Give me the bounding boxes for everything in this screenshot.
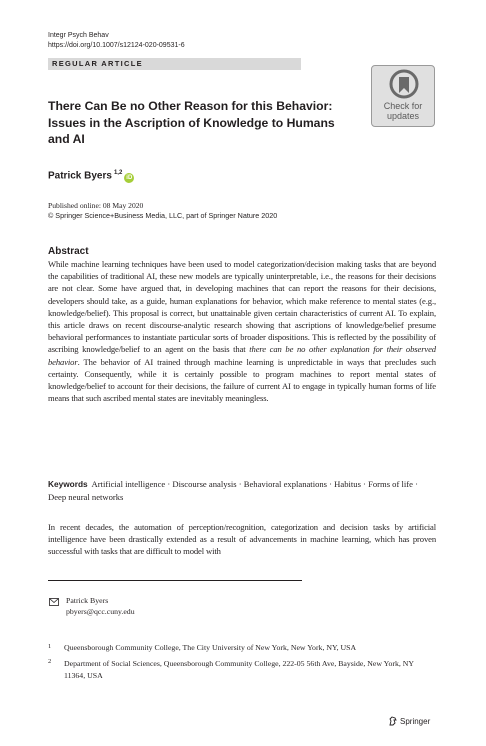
intro-paragraph: In recent decades, the automation of perception/recognition, categorization and decision tasks by artificial intelligence have been drastically extended as a result of advancements in machine learning, which has proven successful with tasks that are difficult to model with bbox=[48, 522, 436, 557]
footnote-divider bbox=[48, 580, 302, 581]
check-for-updates-badge[interactable] bbox=[371, 65, 435, 127]
doi-link[interactable]: https://doi.org/10.1007/s12124-020-09531-6 bbox=[48, 42, 185, 49]
publisher-logo bbox=[388, 716, 430, 727]
contact-name: Patrick Byers bbox=[66, 596, 109, 605]
journal-name: Integr Psych Behav bbox=[48, 32, 109, 39]
badge-line-2: updates bbox=[386, 111, 420, 121]
article-title: There Can Be no Other Reason for this Behavior: Issues in the Ascription of Knowledge to Humans and AI bbox=[48, 99, 335, 146]
abstract-text-part-2: . The behavior of AI trained through machine learning is unpredictable in ways that precludes such certainty. Consequently, while it is certainly possible to program machines to report mental states of knowledge/belief to account for their decisions, the failure of current AI to engage in typically human forms of life means that such ascribed mental states are inevitably meaningless. bbox=[48, 356, 436, 404]
footnote-text-1: Queensborough Community College, The City University of New York, New York, NY, USA bbox=[64, 643, 357, 652]
abstract-body bbox=[48, 258, 436, 404]
keywords-list: Artificial intelligence · Discourse analysis · Behavioral explanations · Habitus · Forms of life · Deep neural networks bbox=[48, 479, 418, 502]
author-line bbox=[48, 167, 134, 183]
article-type-label: REGULAR ARTICLE bbox=[52, 59, 143, 68]
orcid-icon[interactable]: iD bbox=[126, 175, 133, 182]
footnote-text-2: Department of Social Sciences, Queensborough Community College, 222-05 56th Ave, Bayside, New York, NY 11364, USA bbox=[64, 659, 414, 680]
keywords-label: Keywords bbox=[48, 479, 88, 489]
copyright-line: © Springer Science+Business Media, LLC, part of Springer Nature 2020 bbox=[48, 211, 278, 220]
keywords-section bbox=[48, 478, 438, 504]
contact-email[interactable]: pbyers@qcc.cuny.edu bbox=[66, 607, 135, 616]
footnote-number-1: 1 bbox=[48, 643, 52, 650]
published-date: Published online: 08 May 2020 bbox=[48, 201, 144, 210]
envelope-icon bbox=[49, 598, 59, 606]
author-name: Patrick Byers bbox=[48, 170, 112, 182]
author-affiliation-marks: 1,2 bbox=[113, 170, 123, 176]
crossmark-icon bbox=[389, 69, 419, 99]
publisher-name: Springer bbox=[400, 717, 431, 726]
badge-line-1: Check for bbox=[383, 101, 423, 111]
springer-horse-icon bbox=[388, 716, 398, 726]
article-type-bar bbox=[48, 58, 301, 70]
badge-text bbox=[372, 101, 434, 121]
abstract-heading: Abstract bbox=[48, 246, 89, 257]
footnote-number-2: 2 bbox=[48, 658, 52, 665]
abstract-text-part-1: While machine learning techniques have been used to model categorization/decision making tasks that are beyond the capabilities of traditional AI, these new models are typically uninterpretable, i.e., the reasons for their decisions are not clear. Some have argued that, in developing machines that can report the reasons for their decisions, developers should take, as a guide, human explanations for behavior, which make reference to mental states (e.g., knowledge/belief). This proposal is correct, but unattainable given certain characteristics of current AI. To explain, this article draws on recent discourse-analytic research showing that ascriptions of knowledge/belief presume behavioral performances to instantiate particular sorts of broader dispositions. This is reflected by the possibility of ascribing knowledge/belief to an agent on the basis that bbox=[48, 259, 436, 355]
abstract-italic-phrase: there can be no other explanation for their observed behavior bbox=[48, 344, 436, 367]
